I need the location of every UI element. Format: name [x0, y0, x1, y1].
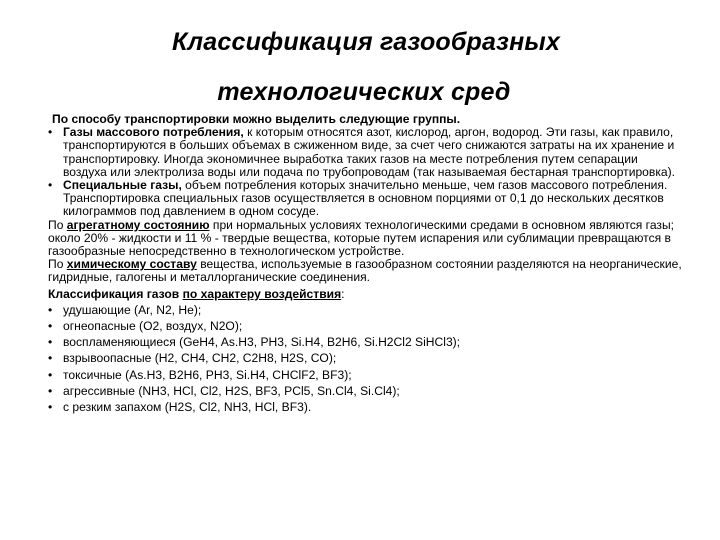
- impact-item: • взрывоопасные (H2, CH4, CH2, C2H8, H2S, CO);: [48, 352, 682, 365]
- slide-title-line-1: Классификация газообразных: [171, 28, 561, 56]
- impact-heading-term: по характеру воздействия: [182, 286, 342, 301]
- mass-gases-term: Газы массового потребления,: [63, 125, 244, 140]
- slide-title-line-2: технологических сред: [217, 78, 511, 106]
- impact-item: • воспламеняющиеся (GeH4, As.H3, PH3, Si.H4, B2H6, Si.H2Cl2 SiHCl3);: [48, 336, 682, 349]
- chemical-composition-text: вещества, используемые в газообразном состоянии разделяются на неорганические, гидридные, галогены и металлорганические соединения.: [48, 257, 682, 285]
- chemical-composition-paragraph: [48, 258, 682, 284]
- aggregate-state-prefix: По: [48, 217, 67, 232]
- impact-item: • токсичные (As.H3, B2H6, PH3, Si.H4, CHClF2, BF3);: [48, 369, 682, 382]
- chemical-composition-prefix: По: [48, 257, 67, 272]
- special-gases-text: объем потребления которых значительно меньше, чем газов массового потребления. Транспортировка специальных газов осуществляется в основном порциями от 0,1 до нескольких десятков килограммов под давлением в одном сосуде.: [63, 178, 668, 219]
- slide-body: [48, 113, 682, 414]
- impact-classification-heading: [48, 288, 682, 301]
- mass-gases-text: к которым относятся азот, кислород, аргон, водород. Эти газы, как правило, транспортируются в больших объемах в сжиженном виде, за счет чего снижаются затраты на их хранение и транспортировку. Иногда экономичнее выработка таких газов на месте потребления путем сепарации воздуха или электролиза воды или подача по трубопроводам (так называемая бестарная транспортировка).: [63, 125, 676, 179]
- impact-heading-prefix: Классификация газов: [48, 286, 183, 301]
- impact-item: • огнеопасные (O2, воздух, N2O);: [48, 320, 682, 333]
- aggregate-state-term: агрегатному состоянию: [66, 217, 210, 232]
- aggregate-state-text: при нормальных условиях технологическими средами в основном являются газы; около 20% - жидкости и 11 % - твердые вещества, которые путем испарения или сублимации превращаются в газообразные непосредственно в технологическом устройстве.: [48, 217, 675, 259]
- impact-heading-colon: :: [341, 286, 345, 301]
- impact-item: • агрессивные (NH3, HCl, Cl2, H2S, BF3, PCl5, Sn.Cl4, Si.Cl4);: [48, 385, 682, 398]
- intro-paragraph: По способу транспортировки можно выделить следующие группы.: [52, 112, 461, 126]
- impact-item: • с резким запахом (H2S, Cl2, NH3, HCl, BF3).: [48, 401, 682, 414]
- aggregate-state-paragraph: [48, 219, 682, 259]
- impact-item: • удушающие (Ar, N2, He);: [48, 304, 682, 317]
- chemical-composition-term: химическому составу: [66, 257, 197, 272]
- special-gases-term: Специальные газы,: [63, 178, 182, 193]
- mass-gases-item: [48, 126, 682, 179]
- special-gases-item: [48, 179, 682, 219]
